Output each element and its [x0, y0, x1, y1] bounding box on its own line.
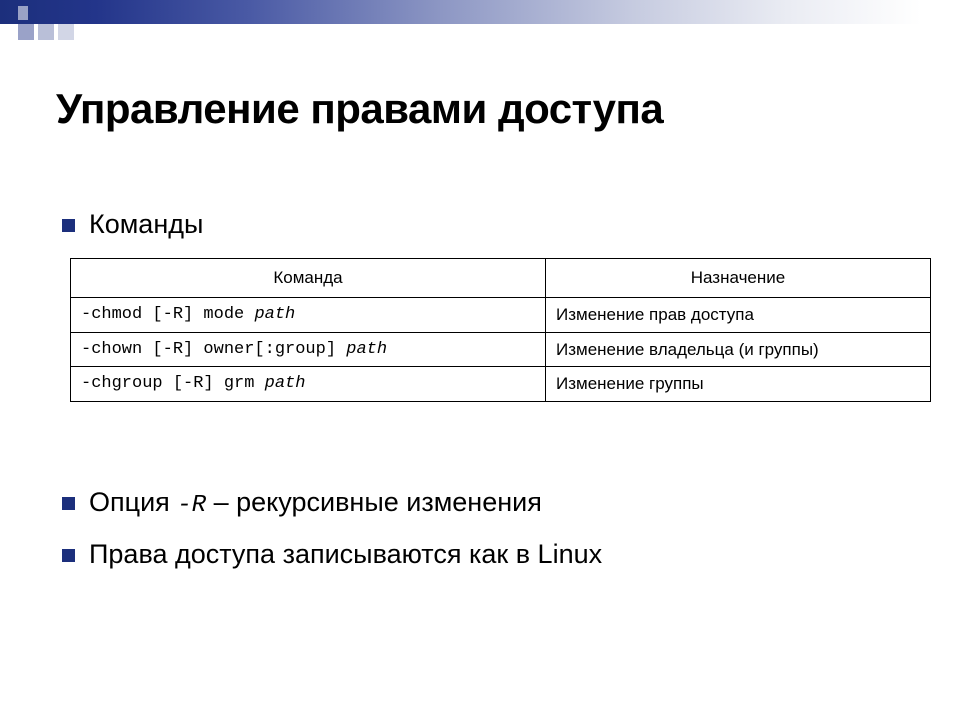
banner-gradient	[0, 0, 960, 24]
command-text: -chmod [-R] mode	[81, 304, 255, 324]
column-header-purpose: Назначение	[546, 259, 931, 298]
bullet-option	[62, 486, 542, 521]
cell-command	[71, 367, 546, 402]
table-row	[71, 332, 931, 367]
banner-square-1	[18, 24, 34, 40]
bullet-square-icon	[62, 549, 75, 562]
table-header-row	[71, 259, 931, 298]
bullet-commands	[62, 208, 203, 240]
banner-square-4	[18, 6, 28, 20]
commands-table-container	[70, 258, 930, 402]
command-text: -chown [-R] owner[:group]	[81, 339, 347, 359]
command-text: -chgroup [-R] grm	[81, 374, 265, 394]
bullet-option-prefix: Опция	[89, 487, 178, 517]
cell-purpose: Изменение группы	[546, 367, 931, 402]
command-arg-path: path	[254, 304, 296, 324]
cell-purpose: Изменение владельца (и группы)	[546, 332, 931, 367]
bullet-option-code: -R	[177, 492, 207, 519]
bullet-option-label	[89, 486, 542, 521]
bullet-permissions	[62, 538, 602, 570]
table-row	[71, 367, 931, 402]
bullet-option-suffix: – рекурсивные изменения	[206, 487, 542, 517]
banner-square-2	[38, 24, 54, 40]
table-row	[71, 297, 931, 332]
bullet-commands-label: Команды	[89, 209, 204, 239]
cell-command	[71, 297, 546, 332]
slide-banner	[0, 0, 960, 46]
banner-square-3	[58, 24, 74, 40]
cell-purpose: Изменение прав доступа	[546, 297, 931, 332]
page-title: Управление правами доступа	[56, 85, 664, 132]
command-arg-path: path	[264, 374, 306, 394]
cell-command	[71, 332, 546, 367]
command-arg-path: path	[346, 339, 388, 359]
column-header-command: Команда	[71, 259, 546, 298]
bullet-square-icon	[62, 219, 75, 232]
bullet-square-icon	[62, 497, 75, 510]
bullet-permissions-label: Права доступа записываются как в Linux	[89, 539, 603, 569]
commands-table	[70, 258, 931, 402]
